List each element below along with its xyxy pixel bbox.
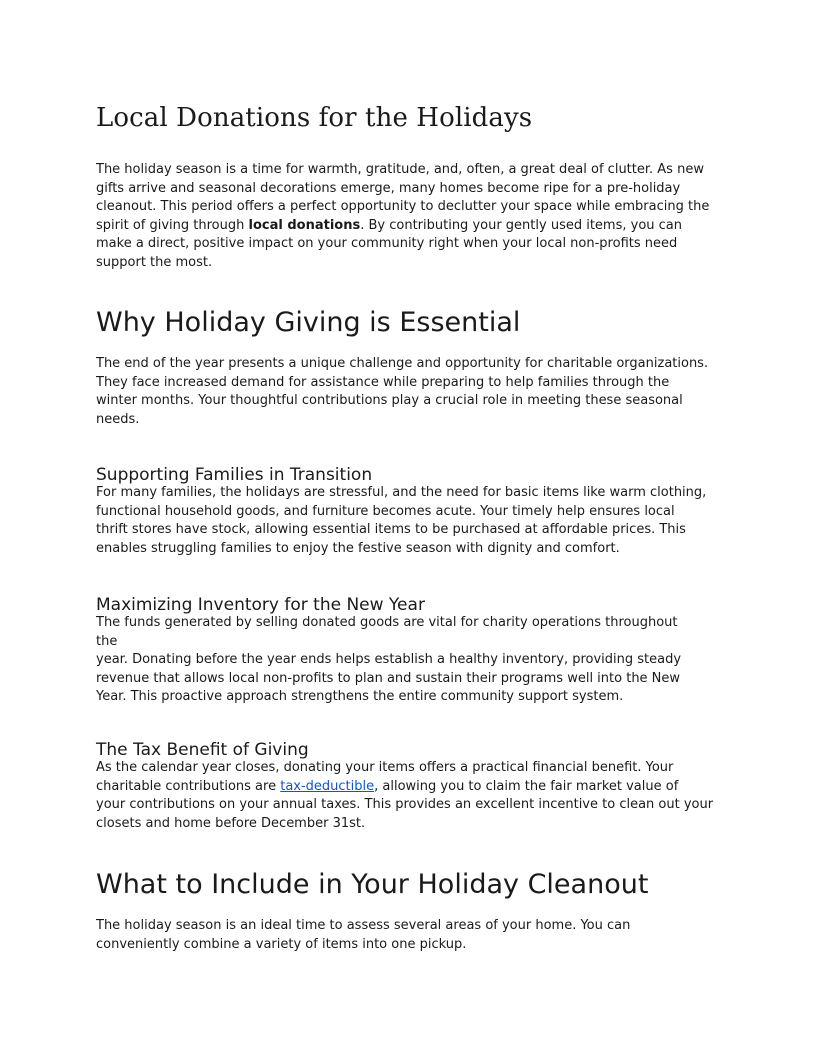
inventory-line-2: the bbox=[96, 633, 118, 649]
tax-line-2-end: , allowing you to claim the fair market value of bbox=[374, 778, 679, 794]
intro-line-6: support the most. bbox=[96, 254, 213, 270]
inventory-line-1: The funds generated by selling donated goods are vital for charity operations throughout bbox=[96, 615, 678, 630]
local-donations-emphasis: local donations bbox=[248, 217, 361, 233]
inventory-line-3: year. Donating before the year ends helps establish a healthy inventory, providing steady bbox=[96, 652, 682, 668]
intro-line-1: The holiday season is a time for warmth, gratitude, and, often, a great deal of clutter. As new bbox=[96, 162, 704, 177]
holiday-cleanout-paragraph bbox=[96, 917, 726, 954]
families-line-2: functional household goods, and furniture becomes acute. Your timely help ensures local bbox=[96, 503, 675, 519]
tax-benefit-paragraph bbox=[96, 759, 726, 833]
tax-line-1: As the calendar year closes, donating your items offers a practical financial benefit. Your bbox=[96, 760, 674, 775]
intro-line-4 bbox=[96, 217, 726, 236]
tax-line-4: closets and home before December 31st. bbox=[96, 815, 366, 831]
include-line-1: The holiday season is an ideal time to assess several areas of your home. You can bbox=[96, 918, 631, 933]
inventory-paragraph bbox=[96, 614, 726, 707]
families-heading: Supporting Families in Transition bbox=[96, 465, 373, 485]
why-giving-paragraph bbox=[96, 355, 726, 429]
why-line-3: winter months. Your thoughtful contributions play a crucial role in meeting these seasonal bbox=[96, 393, 683, 409]
tax-line-2-start: charitable contributions are bbox=[96, 778, 281, 794]
tax-benefit-heading: The Tax Benefit of Giving bbox=[96, 740, 309, 760]
intro-line-2: gifts arrive and seasonal decorations emerge, many homes become ripe for a pre-holiday bbox=[96, 180, 681, 196]
holiday-cleanout-heading: What to Include in Your Holiday Cleanout bbox=[96, 869, 649, 900]
tax-deductible-link[interactable]: tax-deductible bbox=[280, 778, 375, 794]
why-giving-heading: Why Holiday Giving is Essential bbox=[96, 307, 521, 338]
intro-line-4-end: . By contributing your gently used items, you can bbox=[360, 217, 683, 233]
families-line-1: For many families, the holidays are stressful, and the need for basic items like warm clothing, bbox=[96, 485, 707, 500]
families-line-4: enables struggling families to enjoy the festive season with dignity and comfort. bbox=[96, 540, 620, 556]
why-line-2: They face increased demand for assistance while preparing to help families through the bbox=[96, 374, 670, 390]
intro-line-3: cleanout. This period offers a perfect opportunity to declutter your space while embracing the bbox=[96, 199, 710, 215]
intro-line-5: make a direct, positive impact on your community right when your local non-profits need bbox=[96, 236, 678, 252]
inventory-line-5: Year. This proactive approach strengthens the entire community support system. bbox=[96, 689, 624, 705]
tax-line-2 bbox=[96, 778, 726, 797]
why-line-4: needs. bbox=[96, 411, 140, 427]
inventory-heading: Maximizing Inventory for the New Year bbox=[96, 595, 425, 615]
why-line-1: The end of the year presents a unique challenge and opportunity for charitable organizations. bbox=[96, 356, 709, 371]
document-title: Local Donations for the Holidays bbox=[96, 103, 533, 133]
intro-line-4-start: spirit of giving through bbox=[96, 217, 249, 233]
families-paragraph bbox=[96, 484, 726, 558]
intro-paragraph bbox=[96, 161, 726, 273]
families-line-3: thrift stores have stock, allowing essential items to be purchased at affordable prices. This bbox=[96, 522, 686, 538]
tax-line-3: your contributions on your annual taxes. This provides an excellent incentive to clean out your bbox=[96, 797, 714, 813]
inventory-line-4: revenue that allows local non-profits to plan and sustain their programs well into the New bbox=[96, 670, 681, 686]
include-line-2: conveniently combine a variety of items into one pickup. bbox=[96, 936, 467, 952]
